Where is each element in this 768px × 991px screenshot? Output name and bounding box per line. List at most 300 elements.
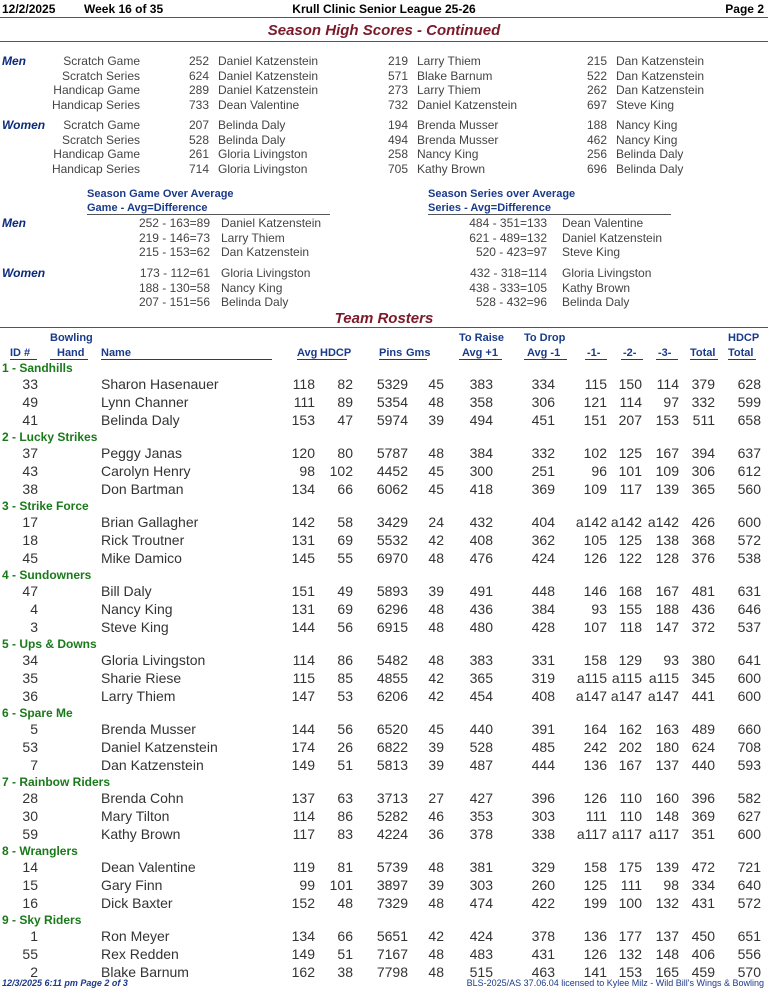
player-hdcp: 82 <box>337 376 353 392</box>
player-game3: 167 <box>655 583 679 599</box>
player-id: 3 <box>30 619 38 635</box>
player-pins: 5739 <box>376 859 408 875</box>
player-hdcp: 80 <box>337 445 353 461</box>
player-id: 53 <box>22 739 38 755</box>
player-game1: 158 <box>583 652 607 668</box>
player-avg: 131 <box>291 601 315 617</box>
player-game3: 180 <box>655 739 679 755</box>
player-game2: a117 <box>611 826 642 842</box>
series-diff: 438 - 333=105 <box>469 280 547 295</box>
score-bowler: Daniel Katzenstein <box>218 54 319 68</box>
score-bowler: Daniel Katzenstein <box>417 97 518 112</box>
player-games: 36 <box>428 826 444 842</box>
header-underline <box>10 359 37 360</box>
header-page: Page 2 <box>725 2 764 16</box>
player-name: Rex Redden <box>101 946 179 962</box>
player-to-raise: 515 <box>469 964 493 980</box>
header-underline <box>690 359 718 360</box>
player-avg: 118 <box>292 376 315 392</box>
player-games: 42 <box>428 532 444 548</box>
player-total: 351 <box>691 826 715 842</box>
player-to-raise: 491 <box>469 583 493 599</box>
game-diff: 219 - 146=73 <box>138 230 210 245</box>
player-game3: 139 <box>655 859 679 875</box>
player-game2: 132 <box>618 946 642 962</box>
player-to-drop: 332 <box>531 445 555 461</box>
series-over-avg-title-1: Season Series over Average <box>428 188 576 200</box>
player-name: Nancy King <box>101 601 173 617</box>
pins-header: Pins <box>379 347 403 359</box>
player-to-raise: 436 <box>469 601 493 617</box>
game-over-avg-rule <box>87 214 330 215</box>
player-total: 489 <box>691 721 715 737</box>
player-game3: 109 <box>655 463 679 479</box>
game-bowler: Gloria Livingston <box>221 266 311 280</box>
player-to-raise: 383 <box>469 376 493 392</box>
player-hdcp-total: 600 <box>737 670 761 686</box>
player-game2: 168 <box>618 583 642 599</box>
player-hdcp: 53 <box>337 688 353 704</box>
player-games: 48 <box>428 964 444 980</box>
player-avg: 145 <box>291 550 315 566</box>
player-game3: 137 <box>655 757 679 773</box>
player-to-drop: 334 <box>531 376 555 392</box>
player-hdcp: 86 <box>337 652 353 668</box>
series-over-avg-title-2: Series - Avg=Difference <box>428 202 551 214</box>
player-hdcp: 101 <box>329 877 353 893</box>
player-games: 45 <box>428 463 444 479</box>
header-underline <box>728 359 756 360</box>
player-to-drop: 444 <box>531 757 555 773</box>
bowling-header: Bowling <box>50 332 93 344</box>
header-underline <box>101 359 272 360</box>
player-id: 15 <box>22 877 38 893</box>
player-game1: 102 <box>583 445 607 461</box>
player-game2: 100 <box>618 895 642 911</box>
player-hdcp: 47 <box>337 412 353 428</box>
roster-rule <box>0 327 768 328</box>
player-game3: 128 <box>655 550 679 566</box>
player-game2: a142 <box>610 514 642 530</box>
player-id: 5 <box>30 721 38 737</box>
player-game3: 148 <box>655 808 679 824</box>
name-header: Name <box>101 347 131 359</box>
score-bowler: Dan Katzenstein <box>616 83 705 97</box>
score-value: 261 <box>188 147 209 161</box>
player-total: 441 <box>691 688 715 704</box>
player-game3: 165 <box>655 964 679 980</box>
player-game2: 175 <box>618 859 642 875</box>
player-hdcp-total: 641 <box>737 652 761 668</box>
series-diff: 432 - 318=114 <box>470 266 547 280</box>
player-avg: 149 <box>291 757 315 773</box>
player-id: 35 <box>22 670 38 686</box>
player-to-drop: 448 <box>531 583 555 599</box>
player-game2: 117 <box>619 481 642 497</box>
score-category: Handicap Game <box>53 147 140 161</box>
player-game2: 111 <box>620 877 642 893</box>
player-hdcp: 56 <box>337 619 353 635</box>
score-category: Handicap Series <box>51 97 140 112</box>
player-hdcp: 26 <box>337 739 353 755</box>
player-pins: 5974 <box>376 412 408 428</box>
section-title-rosters: Team Rosters <box>334 310 434 327</box>
player-total: 334 <box>691 877 715 893</box>
player-to-drop: 451 <box>531 412 555 428</box>
header-underline <box>459 359 502 360</box>
player-total: 394 <box>691 445 715 461</box>
player-id: 1 <box>30 928 38 944</box>
player-to-drop: 408 <box>531 688 555 704</box>
score-bowler: Gloria Livingston <box>218 161 308 176</box>
score-bowler: Belinda Daly <box>616 147 684 161</box>
player-to-drop: 303 <box>531 808 555 824</box>
player-games: 48 <box>428 394 444 410</box>
player-id: 34 <box>22 652 38 668</box>
player-to-drop: 431 <box>531 946 555 962</box>
player-to-drop: 485 <box>531 739 555 755</box>
game-bowler: Dan Katzenstein <box>221 245 310 259</box>
player-game1: 93 <box>591 601 607 617</box>
id-header: ID # <box>10 347 31 359</box>
player-hdcp-total: 612 <box>737 463 761 479</box>
player-pins: 7798 <box>376 964 408 980</box>
player-pins: 3429 <box>376 514 408 530</box>
player-name: Blake Barnum <box>101 964 189 980</box>
game-diff: 252 - 163=89 <box>138 216 210 230</box>
player-to-drop: 260 <box>531 877 555 893</box>
player-game2: 125 <box>618 445 642 461</box>
page-header <box>0 2 768 18</box>
player-games: 48 <box>428 652 444 668</box>
player-avg: 98 <box>299 463 315 479</box>
player-game1: a142 <box>575 514 607 530</box>
game1-header: -1- <box>587 347 601 359</box>
score-value: 571 <box>387 68 408 83</box>
player-games: 48 <box>428 601 444 617</box>
player-to-drop: 463 <box>531 964 555 980</box>
player-games: 48 <box>428 550 444 566</box>
drop-header-1: To Drop <box>524 332 566 344</box>
footer-left: 12/3/2025 6:11 pm Page 2 of 3 <box>2 978 128 988</box>
team-name: 8 - Wranglers <box>2 844 78 858</box>
player-hdcp: 51 <box>337 946 353 962</box>
player-name: Dick Baxter <box>101 895 173 911</box>
player-game3: 93 <box>663 652 679 668</box>
player-to-raise: 365 <box>469 670 493 686</box>
player-game2: a147 <box>610 688 642 704</box>
player-game3: 163 <box>655 721 679 737</box>
player-game2: 129 <box>618 652 642 668</box>
player-pins: 7167 <box>376 946 408 962</box>
score-bowler: Gloria Livingston <box>218 147 308 161</box>
game-bowler: Belinda Daly <box>221 295 289 309</box>
player-game1: 126 <box>583 946 607 962</box>
score-bowler: Nancy King <box>616 118 678 132</box>
score-value: 624 <box>188 68 209 83</box>
player-pins: 5532 <box>376 532 408 548</box>
raise-header-2: Avg +1 <box>462 347 498 359</box>
player-game3: 160 <box>655 790 679 806</box>
player-hdcp-total: 631 <box>737 583 761 599</box>
player-hdcp: 102 <box>329 463 353 479</box>
header-rule <box>0 17 768 18</box>
player-to-raise: 378 <box>469 826 493 842</box>
header-underline <box>50 359 88 360</box>
team-name: 2 - Lucky Strikes <box>2 430 98 444</box>
score-bowler: Daniel Katzenstein <box>218 83 319 97</box>
player-id: 2 <box>30 964 38 980</box>
player-total: 380 <box>691 652 715 668</box>
score-value: 696 <box>586 161 607 176</box>
player-to-drop: 428 <box>531 619 555 635</box>
player-game3: 132 <box>655 895 679 911</box>
player-id: 59 <box>22 826 38 842</box>
player-total: 379 <box>691 376 715 392</box>
player-id: 28 <box>22 790 38 806</box>
player-hdcp-total: 600 <box>737 826 761 842</box>
player-hdcp-total: 637 <box>737 445 761 461</box>
player-game3: 139 <box>655 481 679 497</box>
player-total: 332 <box>691 394 715 410</box>
player-pins: 5893 <box>376 583 408 599</box>
player-id: 4 <box>30 601 38 617</box>
player-id: 45 <box>22 550 38 566</box>
series-over-avg-title <box>428 187 575 215</box>
player-total: 450 <box>691 928 715 944</box>
header-league: Krull Clinic Senior League 25-26 <box>292 2 476 16</box>
player-hdcp: 83 <box>337 826 353 842</box>
header-underline <box>524 359 567 360</box>
score-value: 258 <box>387 147 408 161</box>
game-bowler: Nancy King <box>221 280 283 295</box>
game-over-avg-title <box>87 187 234 215</box>
series-bowler: Belinda Daly <box>562 295 630 309</box>
player-hdcp-total: 572 <box>737 532 761 548</box>
player-pins: 4224 <box>376 826 408 842</box>
score-bowler: Dan Katzenstein <box>616 54 705 68</box>
player-total: 431 <box>691 895 715 911</box>
player-hdcp-total: 708 <box>737 739 761 755</box>
player-game2: 125 <box>618 532 642 548</box>
series-diff: 520 - 423=97 <box>475 245 547 259</box>
score-value: 714 <box>188 161 209 176</box>
player-pins: 6915 <box>376 619 408 635</box>
player-name: Brenda Musser <box>101 721 196 737</box>
player-name: Dean Valentine <box>101 859 196 875</box>
series-bowler: Kathy Brown <box>562 280 631 295</box>
player-game2: 155 <box>618 601 642 617</box>
player-to-raise: 476 <box>469 550 493 566</box>
score-category: Scratch Game <box>63 54 140 68</box>
player-hdcp: 48 <box>337 895 353 911</box>
player-games: 48 <box>428 619 444 635</box>
header-date: 12/2/2025 <box>2 2 56 16</box>
player-name: Daniel Katzenstein <box>101 739 218 755</box>
player-avg: 144 <box>291 721 315 737</box>
score-bowler: Brenda Musser <box>417 118 499 132</box>
player-game1: 96 <box>591 463 607 479</box>
player-games: 45 <box>428 721 444 737</box>
player-game1: 199 <box>583 895 607 911</box>
player-to-raise: 432 <box>469 514 493 530</box>
drop-header-2: Avg -1 <box>527 347 561 359</box>
player-total: 440 <box>691 757 715 773</box>
player-hdcp-total: 572 <box>737 895 761 911</box>
player-games: 45 <box>428 481 444 497</box>
raise-header-1: To Raise <box>459 332 505 344</box>
player-avg: 142 <box>291 514 315 530</box>
player-name: Belinda Daly <box>101 412 180 428</box>
player-game1: 164 <box>583 721 607 737</box>
player-hdcp: 69 <box>337 532 353 548</box>
player-total: 459 <box>691 964 715 980</box>
hdcp-header: HDCP <box>320 347 352 359</box>
player-name: Larry Thiem <box>101 688 176 704</box>
section-rule <box>0 41 768 42</box>
player-total: 345 <box>691 670 715 686</box>
score-value: 522 <box>586 68 607 83</box>
player-games: 48 <box>428 445 444 461</box>
player-to-drop: 362 <box>531 532 555 548</box>
player-games: 48 <box>428 895 444 911</box>
player-id: 55 <box>22 946 38 962</box>
score-bowler: Larry Thiem <box>417 54 481 68</box>
player-avg: 115 <box>292 670 315 686</box>
player-game3: a142 <box>647 514 679 530</box>
player-to-drop: 422 <box>531 895 555 911</box>
team-name: 3 - Strike Force <box>2 499 89 513</box>
series-diff: 484 - 351=133 <box>469 216 547 230</box>
score-category: Handicap Series <box>51 161 140 176</box>
player-name: Don Bartman <box>101 481 184 497</box>
player-to-raise: 454 <box>469 688 493 704</box>
player-total: 306 <box>691 463 715 479</box>
player-id: 14 <box>22 859 38 875</box>
player-game1: 115 <box>584 376 607 392</box>
player-game1: 125 <box>583 877 607 893</box>
player-to-raise: 353 <box>469 808 493 824</box>
player-id: 17 <box>22 514 38 530</box>
score-bowler: Kathy Brown <box>417 161 486 176</box>
player-game3: 153 <box>655 412 679 428</box>
team-name: 5 - Ups & Downs <box>2 637 97 651</box>
player-name: Mary Tilton <box>101 808 170 824</box>
player-name: Sharie Riese <box>101 670 182 686</box>
player-game3: 114 <box>656 376 679 392</box>
player-games: 46 <box>428 808 444 824</box>
player-game1: a115 <box>576 670 607 686</box>
team-name: 4 - Sundowners <box>2 568 92 582</box>
player-total: 511 <box>692 412 715 428</box>
player-avg: 147 <box>291 688 315 704</box>
player-game3: 148 <box>655 946 679 962</box>
player-game1: 105 <box>583 532 607 548</box>
player-name: Brian Gallagher <box>101 514 199 530</box>
player-pins: 3713 <box>376 790 408 806</box>
player-avg: 134 <box>291 481 315 497</box>
player-id: 43 <box>22 463 38 479</box>
team-name: 9 - Sky Riders <box>2 913 82 927</box>
player-to-raise: 528 <box>469 739 493 755</box>
player-to-drop: 329 <box>531 859 555 875</box>
player-hdcp-total: 600 <box>737 514 761 530</box>
score-bowler: Steve King <box>616 97 675 112</box>
player-avg: 99 <box>299 877 315 893</box>
series-diff: 528 - 432=96 <box>475 295 547 309</box>
player-game2: 101 <box>618 463 642 479</box>
gms-header: Gms <box>406 347 431 359</box>
score-bowler: Larry Thiem <box>417 83 481 97</box>
player-hdcp-total: 658 <box>737 412 761 428</box>
player-game1: 158 <box>583 859 607 875</box>
player-avg: 144 <box>291 619 315 635</box>
player-game2: 162 <box>618 721 642 737</box>
player-game2: 110 <box>619 790 642 806</box>
player-to-drop: 306 <box>531 394 555 410</box>
player-games: 42 <box>428 688 444 704</box>
score-category: Scratch Game <box>63 118 140 132</box>
team-name: 1 - Sandhills <box>2 361 73 375</box>
player-to-drop: 378 <box>531 928 555 944</box>
player-total: 368 <box>691 532 715 548</box>
player-to-raise: 300 <box>469 463 493 479</box>
game-diff: 188 - 130=58 <box>138 280 210 295</box>
player-game2: 110 <box>619 808 642 824</box>
player-hdcp: 58 <box>337 514 353 530</box>
player-avg: 114 <box>292 808 315 824</box>
player-pins: 5354 <box>376 394 408 410</box>
player-game3: 188 <box>655 601 679 617</box>
score-value: 252 <box>188 54 209 68</box>
player-game2: 167 <box>618 757 642 773</box>
player-hdcp: 63 <box>337 790 353 806</box>
series-diff: 621 - 489=132 <box>469 230 547 245</box>
footer-right: BLS-2025/AS 37.06.04 licensed to Kylee Milz - Wild Bill's Wings & Bowling <box>466 978 764 988</box>
player-game2: 114 <box>619 394 642 410</box>
score-bowler: Belinda Daly <box>218 132 286 147</box>
player-total: 406 <box>691 946 715 962</box>
player-pins: 5282 <box>376 808 408 824</box>
player-game1: 111 <box>585 808 607 824</box>
player-id: 41 <box>22 412 38 428</box>
header-underline <box>379 359 427 360</box>
player-game1: 126 <box>583 790 607 806</box>
score-value: 289 <box>188 83 209 97</box>
women-label-over-avg: Women <box>2 266 46 280</box>
women-label: Women <box>2 118 46 132</box>
player-games: 27 <box>428 790 444 806</box>
score-value: 494 <box>387 132 408 147</box>
score-value: 732 <box>387 97 408 112</box>
team-name: 6 - Spare Me <box>2 706 73 720</box>
player-to-drop: 251 <box>531 463 555 479</box>
hdcp-total-header-2: Total <box>728 347 754 359</box>
player-id: 16 <box>22 895 38 911</box>
player-games: 42 <box>428 928 444 944</box>
game-bowler: Larry Thiem <box>221 230 285 245</box>
game-over-avg-title-1: Season Game Over Average <box>87 188 234 200</box>
game3-header: -3- <box>658 347 672 359</box>
player-hdcp: 55 <box>337 550 353 566</box>
player-to-drop: 338 <box>531 826 555 842</box>
player-pins: 6822 <box>376 739 408 755</box>
score-value: 256 <box>586 147 607 161</box>
game2-header: -2- <box>623 347 637 359</box>
player-to-drop: 404 <box>531 514 555 530</box>
player-hdcp-total: 721 <box>737 859 761 875</box>
player-game1: 146 <box>583 583 607 599</box>
